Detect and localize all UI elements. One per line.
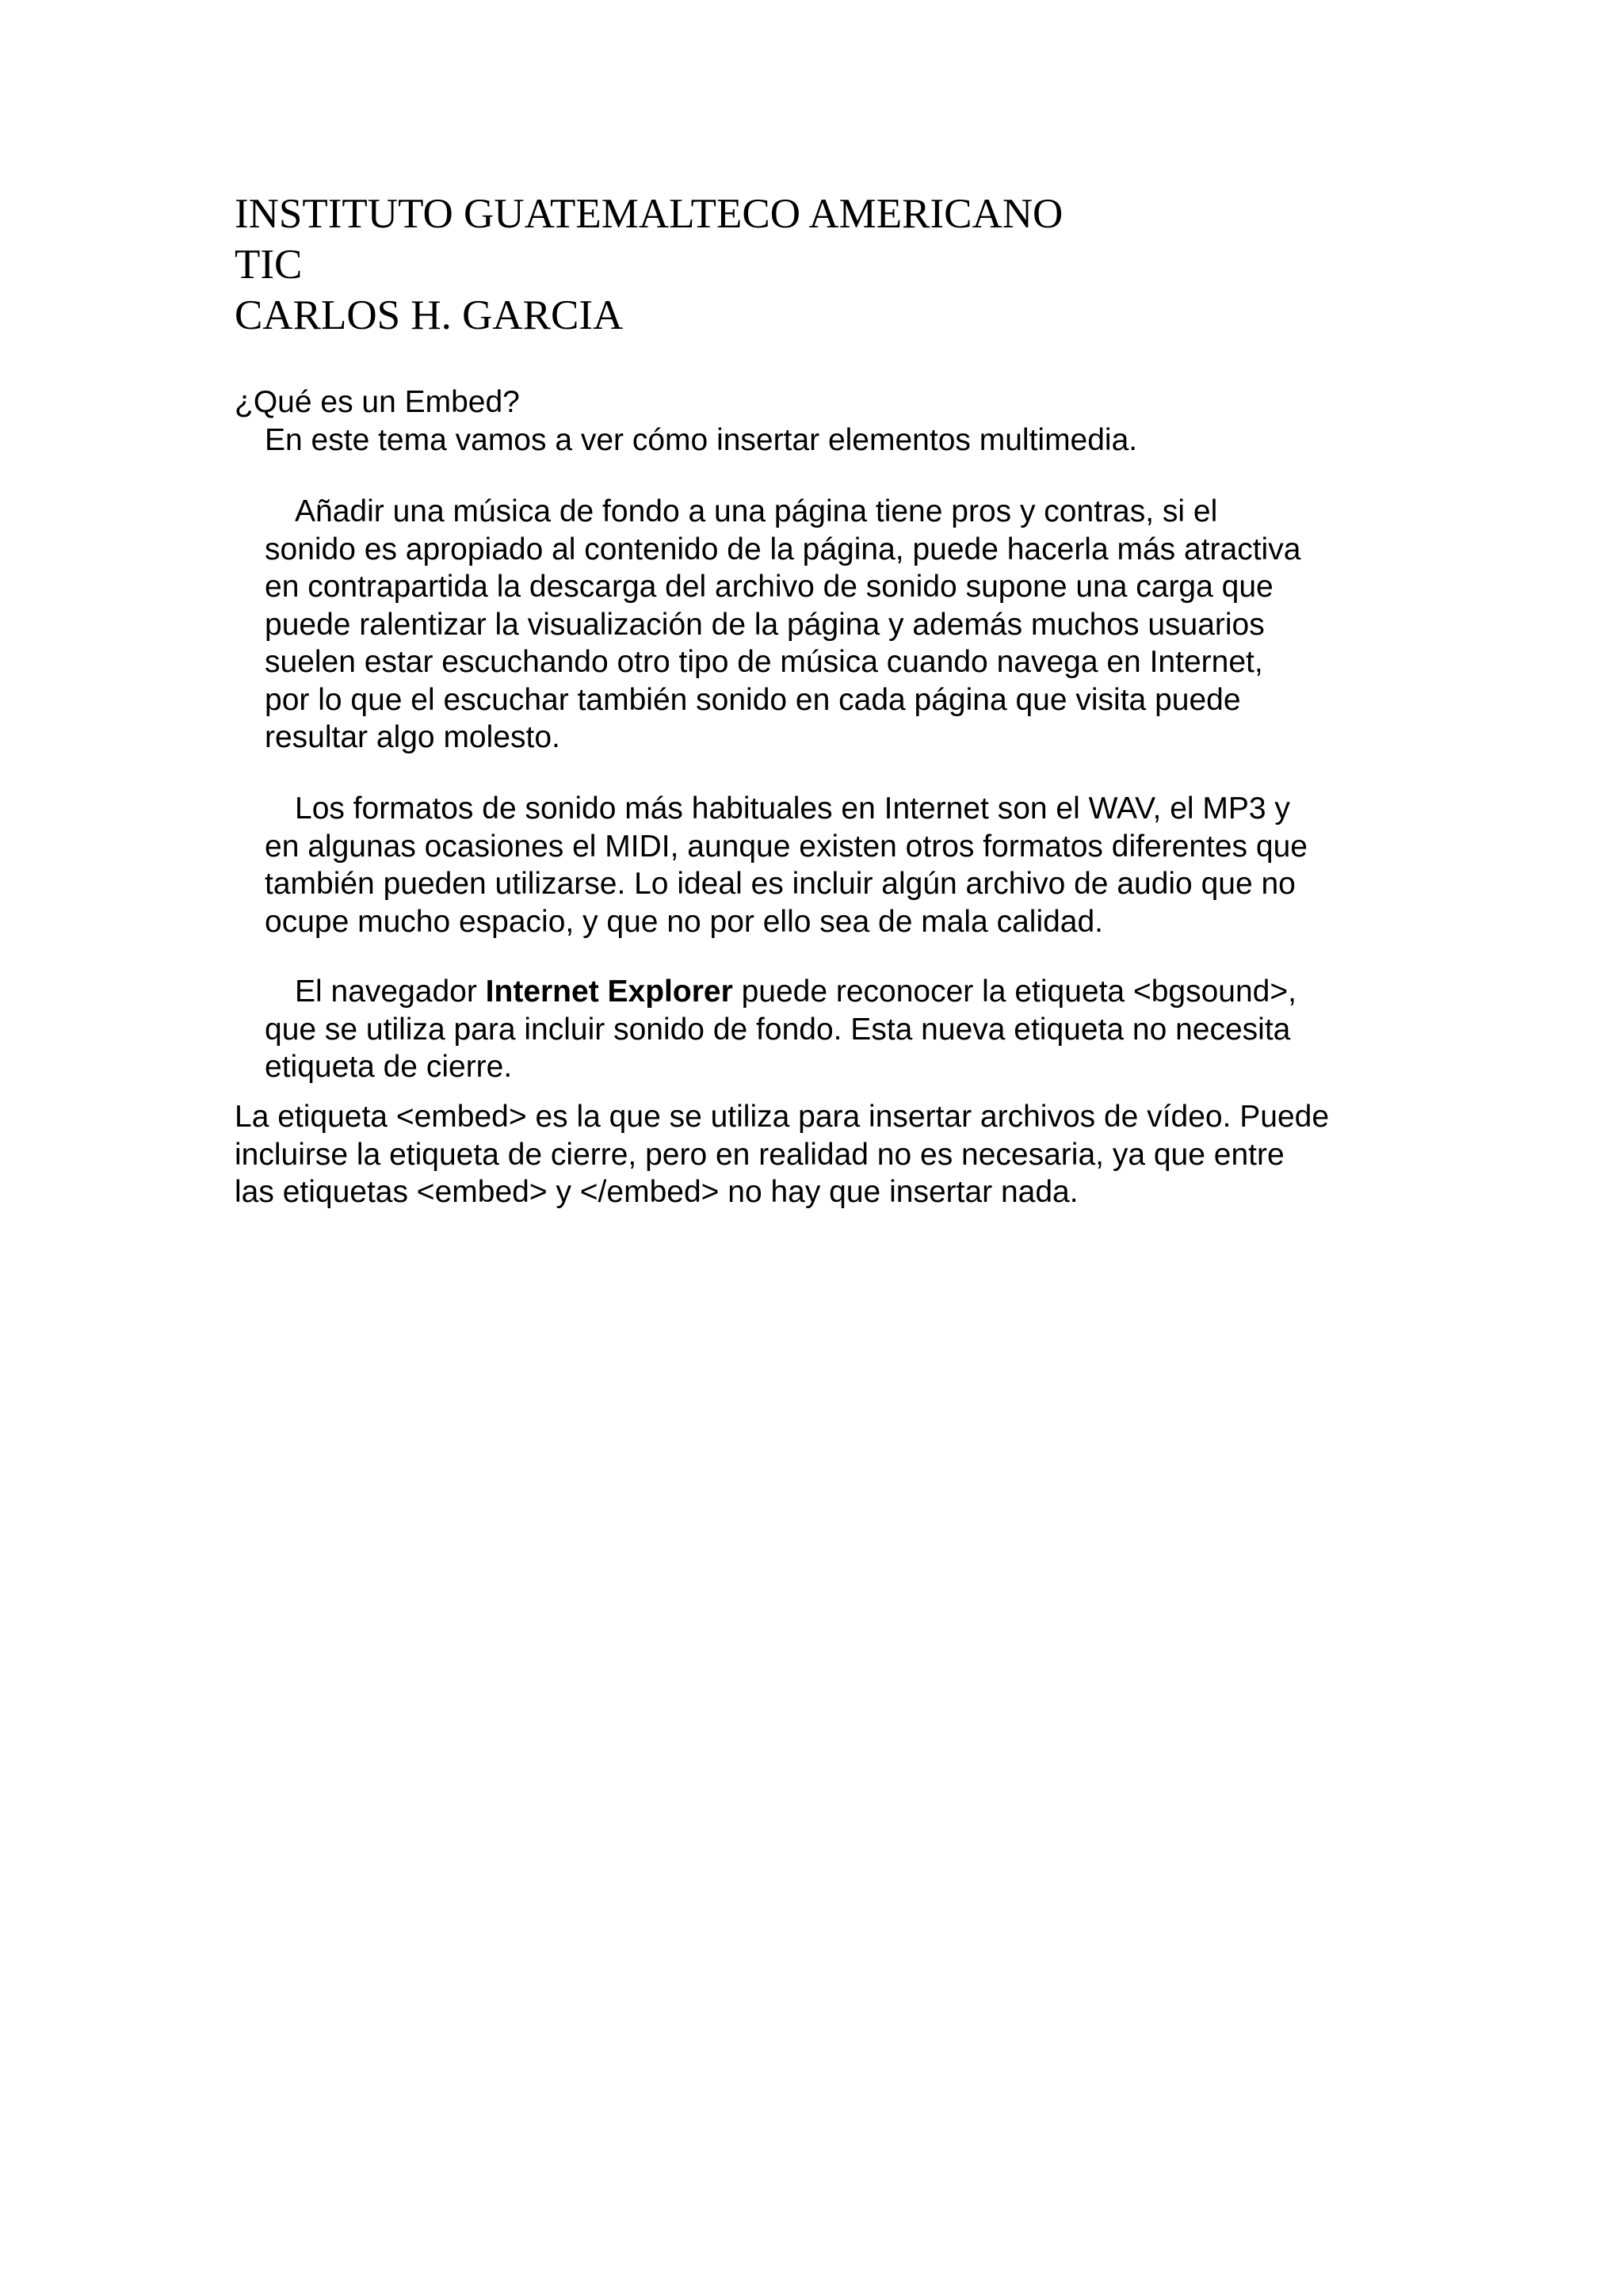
paragraph-line: suelen estar escuchando otro tipo de música cuando navega en Internet,: [265, 645, 1263, 679]
paragraph-line: sonido es apropiado al contenido de la página, puede hacerla más atractiva: [265, 532, 1301, 566]
paragraph-line: [265, 973, 1406, 1011]
paragraph-line: las etiquetas <embed> y </embed> no hay que insertar nada.: [235, 1175, 1079, 1209]
paragraph-line: puede ralentizar la visualización de la página y además muchos usuarios: [265, 607, 1265, 642]
paragraph-line: en contrapartida la descarga del archivo de sonido supone una carga que: [265, 570, 1274, 604]
paragraph-line: Los formatos de sonido más habituales en Internet son el WAV, el MP3 y: [295, 791, 1290, 826]
paragraph-sound-formats: [265, 790, 1406, 940]
paragraph-embed-tag: [235, 1098, 1423, 1211]
paragraph-line: en algunas ocasiones el MIDI, aunque existen otros formatos diferentes que: [265, 829, 1308, 864]
paragraph-line: también pueden utilizarse. Lo ideal es incluir algún archivo de audio que no: [265, 867, 1296, 901]
bold-term: Internet Explorer: [485, 974, 733, 1009]
paragraph-line: La etiqueta <embed> es la que se utiliza para insertar archivos de vídeo. Puede: [235, 1100, 1330, 1134]
author-name: CARLOS H. GARCIA: [235, 292, 624, 338]
paragraph-line: Añadir una música de fondo a una página tiene pros y contras, si el: [295, 494, 1218, 528]
paragraph-bgsound: [265, 973, 1406, 1086]
paragraph-line: que se utiliza para incluir sonido de fondo. Esta nueva etiqueta no necesita: [265, 1012, 1291, 1047]
paragraph-line: por lo que el escuchar también sonido en cada página que visita puede: [265, 682, 1241, 717]
paragraph-line: resultar algo molesto.: [265, 720, 560, 754]
intro-text: En este tema vamos a ver cómo insertar elementos multimedia.: [265, 423, 1138, 457]
paragraph-line: etiqueta de cierre.: [265, 1050, 513, 1084]
paragraph-background-music: [265, 493, 1406, 757]
paragraph-line: ocupe mucho espacio, y que no por ello sea de mala calidad.: [265, 904, 1104, 939]
document-header: [235, 189, 1063, 341]
text-run: puede reconocer la etiqueta <bgsound>,: [732, 974, 1296, 1009]
paragraph-line: incluirse la etiqueta de cierre, pero en realidad no es necesaria, ya que entre: [235, 1137, 1285, 1172]
section-question: ¿Qué es un Embed?: [235, 385, 520, 419]
course-name: TIC: [235, 242, 303, 288]
institution-name: INSTITUTO GUATEMALTECO AMERICANO: [235, 191, 1064, 237]
text-run: El navegador: [295, 974, 486, 1009]
